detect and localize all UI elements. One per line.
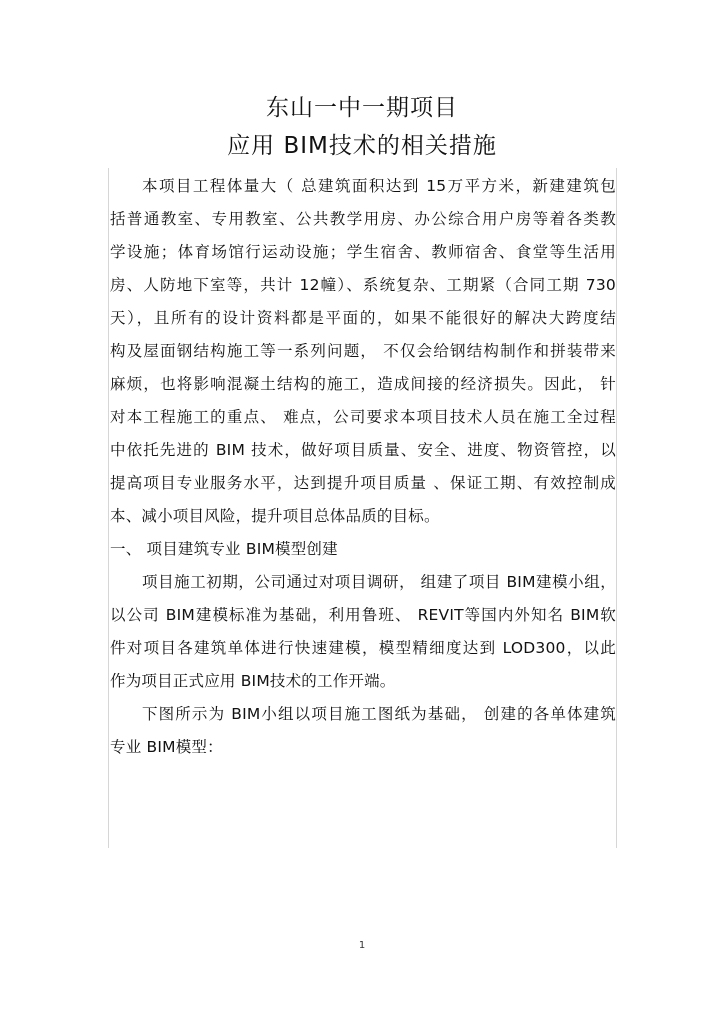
paragraph-2-line: 以公司 BIM建模标准为基础，利用鲁班、 REVIT等国内外知名 BIM软 <box>110 606 616 624</box>
page-number: 1 <box>358 940 366 951</box>
paragraph-1-line: 房、人防地下室等，共计 12幢）、系统复杂、工期紧（合同工期 730 <box>110 276 616 294</box>
text-frame-right-border <box>616 168 617 848</box>
text-frame-left-border <box>108 168 109 848</box>
paragraph-1-line: 学设施；体育场馆行运动设施；学生宿舍、教师宿舍、食堂等生活用 <box>110 243 616 261</box>
paragraph-1-line: 提高项目专业服务水平，达到提升项目质量 、保证工期、有效控制成 <box>110 474 616 492</box>
paragraph-2-line: 项目施工初期，公司通过对项目调研， 组建了项目 BIM建模小组， <box>142 573 616 591</box>
paragraph-1-line: 对本工程施工的重点、 难点，公司要求本项目技术人员在施工全过程 <box>110 408 616 426</box>
paragraph-1-line: 本、减小项目风险，提升项目总体品质的目标。 <box>110 507 440 525</box>
document-title-line-2: 应用 BIM技术的相关措施 <box>227 133 497 159</box>
document-body <box>110 170 616 764</box>
paragraph-3-line: 下图所示为 BIM小组以项目施工图纸为基础， 创建的各单体建筑 <box>142 705 616 723</box>
paragraph-1-line: 本项目工程体量大（ 总建筑面积达到 15万平方米，新建建筑包 <box>142 177 616 195</box>
section-1-heading: 一、 项目建筑专业 BIM模型创建 <box>110 540 338 558</box>
paragraph-1-line: 括普通教室、专用教室、公共教学用房、办公综合用户房等着各类教 <box>110 210 616 228</box>
paragraph-1-line: 天），且所有的设计资料都是平面的，如果不能很好的解决大跨度结 <box>110 309 616 327</box>
paragraph-3-line: 专业 BIM模型： <box>110 738 223 756</box>
paragraph-1-line: 构及屋面钢结构施工等一系列问题， 不仅会给钢结构制作和拼装带来 <box>110 342 616 360</box>
paragraph-2-line: 件对项目各建筑单体进行快速建模，模型精细度达到 LOD300，以此 <box>110 639 616 657</box>
paragraph-1-line: 中依托先进的 BIM 技术，做好项目质量、安全、进度、物资管控，以 <box>110 441 616 459</box>
paragraph-2-line: 作为项目正式应用 BIM技术的工作开端。 <box>110 672 396 690</box>
paragraph-1-line: 麻烦，也将影响混凝土结构的施工，造成间接的经济损失。因此， 针 <box>110 375 616 393</box>
document-title-line-1: 东山一中一期项目 <box>266 95 458 121</box>
